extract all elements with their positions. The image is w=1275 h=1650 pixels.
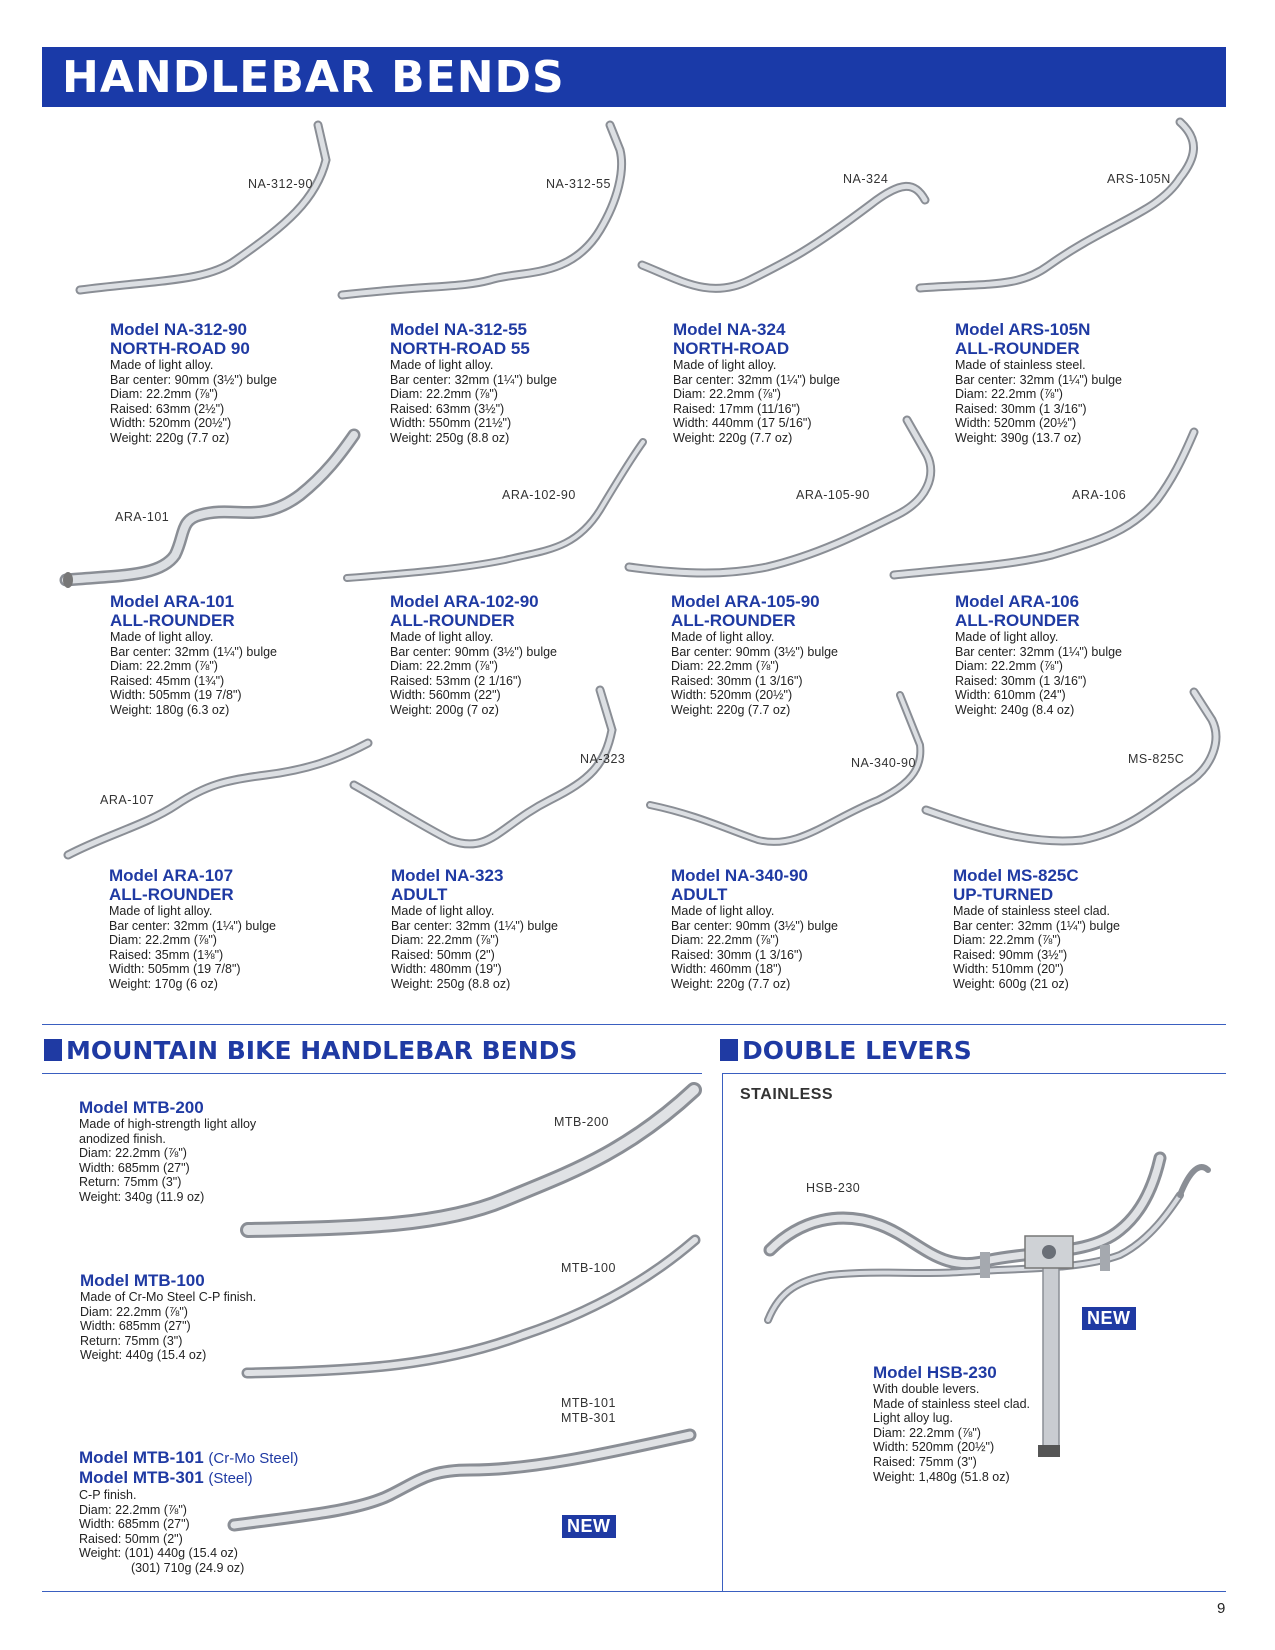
handlebar-image-mtb-200 <box>244 1085 704 1245</box>
product-tag: NA-324 <box>843 172 889 186</box>
spec-line: Raised: 50mm (2") <box>391 947 495 962</box>
spec-line: Diam: 22.2mm (⅞") <box>79 1146 187 1161</box>
spec-line: Raised: 30mm (1 3/16") <box>955 401 1087 416</box>
handlebar-image-na-312-90 <box>76 120 356 300</box>
spec-line: Weight: 250g (8.8 oz) <box>391 976 511 991</box>
spec-line: Width: 685mm (27") <box>79 1160 190 1175</box>
model-name: ADULT <box>391 885 448 904</box>
spec-line: Made of stainless steel clad. <box>873 1396 1031 1411</box>
spec-line: Made of light alloy. <box>673 358 777 372</box>
spec-line: Bar center: 90mm (3½") bulge <box>390 644 558 659</box>
spec-list <box>79 1117 256 1205</box>
spec-line: Raised: 50mm (2") <box>79 1531 183 1546</box>
product-card-ara-107 <box>109 866 276 992</box>
section-marker <box>44 1039 62 1061</box>
spec-line: Raised: 45mm (1¾") <box>110 673 225 688</box>
spec-line: Weight: 180g (6.3 oz) <box>110 702 230 717</box>
mtb-title-rule <box>42 1073 702 1074</box>
spec-line: Diam: 22.2mm (⅞") <box>390 387 498 402</box>
product-card-hsb-230 <box>873 1363 1030 1484</box>
spec-line: Diam: 22.2mm (⅞") <box>80 1304 188 1319</box>
product-tag: ARA-102-90 <box>502 488 576 502</box>
model-name: NORTH-ROAD 55 <box>390 339 530 358</box>
spec-line: Raised: 30mm (1 3/16") <box>955 673 1087 688</box>
spec-list <box>80 1290 256 1363</box>
spec-list <box>79 1488 298 1576</box>
spec-line: Width: 560mm (22") <box>390 688 501 703</box>
spec-line: Made of light alloy. <box>390 630 494 644</box>
spec-line: Bar center: 32mm (1¼") bulge <box>109 918 277 933</box>
model-number: Model ARA-106 <box>955 592 1080 611</box>
spec-line: Bar center: 32mm (1¼") bulge <box>953 918 1121 933</box>
model-name: ADULT <box>671 885 728 904</box>
product-card-mtb-200 <box>79 1098 256 1205</box>
product-tag: MTB-301 <box>561 1411 616 1425</box>
handlebar-image-mtb-100 <box>243 1235 703 1385</box>
mtb-section-title-text: MOUNTAIN BIKE HANDLEBAR BENDS <box>66 1036 578 1065</box>
spec-line: Raised: 75mm (3") <box>873 1454 977 1469</box>
material-note: (Steel) <box>208 1470 253 1487</box>
handlebar-image-na-324 <box>640 160 940 300</box>
spec-line: Width: 550mm (21½") <box>390 416 512 431</box>
product-card-mtb-100 <box>80 1271 256 1363</box>
product-tag: ARA-105-90 <box>796 488 870 502</box>
spec-line: Weight: 220g (7.7 oz) <box>671 976 791 991</box>
spec-list <box>109 904 276 992</box>
model-number: Model NA-312-55 <box>390 320 527 339</box>
spec-line: Made of light alloy. <box>110 358 214 372</box>
spec-line: Raised: 63mm (3½") <box>390 401 505 416</box>
handlebar-image-ara-101 <box>60 425 360 595</box>
page-number: 9 <box>1217 1600 1226 1617</box>
spec-line: Width: 610mm (24") <box>955 688 1066 703</box>
spec-line: Diam: 22.2mm (⅞") <box>110 387 218 402</box>
spec-line: Width: 520mm (20½") <box>955 416 1077 431</box>
model-number: Model NA-324 <box>673 320 786 339</box>
spec-line: Raised: 30mm (1 3/16") <box>671 673 803 688</box>
spec-line: Width: 440mm (17 5/16") <box>673 416 812 431</box>
spec-line: Weight: 600g (21 oz) <box>953 976 1069 991</box>
spec-line: Raised: 30mm (1 3/16") <box>671 947 803 962</box>
product-tag: NA-312-55 <box>546 177 611 191</box>
spec-line: Bar center: 90mm (3½") bulge <box>671 918 839 933</box>
product-card-na-323 <box>391 866 558 992</box>
product-tag: ARA-106 <box>1072 488 1127 502</box>
spec-line: Weight: 250g (8.8 oz) <box>390 430 510 445</box>
spec-line: Made of light alloy. <box>110 630 214 644</box>
model-number: Model MTB-100 <box>80 1271 205 1290</box>
column-divider <box>722 1073 723 1591</box>
spec-line: Weight: 440g (15.4 oz) <box>80 1348 207 1363</box>
spec-line: Made of high-strength light alloy <box>79 1117 257 1131</box>
spec-line: Raised: 90mm (3½") <box>953 947 1068 962</box>
model-name: ALL-ROUNDER <box>110 611 235 630</box>
product-tag: NA-312-90 <box>248 177 313 191</box>
model-number: Model ARA-107 <box>109 866 234 885</box>
model-number: Model ARA-105-90 <box>671 592 820 611</box>
spec-list <box>953 904 1120 992</box>
spec-line: (301) 710g (24.9 oz) <box>131 1560 245 1575</box>
product-tag: MS-825C <box>1128 752 1185 766</box>
product-tag: MTB-100 <box>561 1261 616 1275</box>
spec-line: Diam: 22.2mm (⅞") <box>955 387 1063 402</box>
spec-line: Made of light alloy. <box>671 630 775 644</box>
spec-line: Diam: 22.2mm (⅞") <box>390 659 498 674</box>
model-number: Model ARA-102-90 <box>390 592 539 611</box>
handlebar-image-ars-105n <box>918 118 1218 298</box>
spec-line: Width: 505mm (19 7/8") <box>109 962 241 977</box>
spec-line: Bar center: 90mm (3½") bulge <box>110 372 278 387</box>
model-name: ALL-ROUNDER <box>109 885 234 904</box>
spec-line: Bar center: 32mm (1¼") bulge <box>110 644 278 659</box>
spec-line: Diam: 22.2mm (⅞") <box>873 1425 981 1440</box>
handlebar-image-ara-106 <box>892 430 1202 590</box>
spec-line: Raised: 53mm (2 1/16") <box>390 673 522 688</box>
levers-title-rule <box>722 1073 1226 1074</box>
spec-line: Diam: 22.2mm (⅞") <box>673 387 781 402</box>
mtb-section-title <box>44 1036 577 1065</box>
spec-line: Weight: 240g (8.4 oz) <box>955 702 1075 717</box>
handlebar-image-na-340-90 <box>648 690 948 855</box>
footer-rule <box>42 1591 1226 1592</box>
product-card-ms-825c <box>953 866 1120 992</box>
spec-line: Made of light alloy. <box>671 904 775 918</box>
spec-line: Made of stainless steel clad. <box>953 904 1111 918</box>
spec-list <box>391 904 558 992</box>
model-number-line <box>79 1468 298 1488</box>
spec-line: Made of light alloy. <box>955 630 1059 644</box>
spec-line: Diam: 22.2mm (⅞") <box>110 659 218 674</box>
spec-line: Width: 480mm (19") <box>391 962 502 977</box>
product-card-ars-105n <box>955 320 1122 446</box>
spec-list <box>873 1382 1030 1484</box>
product-tag: ARA-101 <box>115 510 170 524</box>
handlebar-image-na-323 <box>350 685 650 850</box>
handlebar-image-ara-102-90 <box>345 440 645 590</box>
spec-line: Diam: 22.2mm (⅞") <box>955 659 1063 674</box>
new-badge: NEW <box>1082 1307 1136 1330</box>
handlebar-image-mtb-101 <box>230 1430 700 1535</box>
spec-line: Width: 520mm (20½") <box>110 416 232 431</box>
product-card-na-340-90 <box>671 866 838 992</box>
section-divider <box>42 1024 1226 1025</box>
spec-line: Weight: 220g (7.7 oz) <box>671 702 791 717</box>
spec-line: C-P finish. <box>79 1488 137 1502</box>
spec-line: Width: 685mm (27") <box>80 1319 191 1334</box>
spec-line: Made of Cr-Mo Steel C-P finish. <box>80 1290 257 1304</box>
spec-line: Made of stainless steel. <box>955 358 1086 372</box>
product-card-ara-101 <box>110 592 277 718</box>
spec-line: Raised: 17mm (11/16") <box>673 401 801 416</box>
spec-line: Return: 75mm (3") <box>79 1175 182 1190</box>
spec-line: Raised: 35mm (1⅜") <box>109 947 224 962</box>
page-title: HANDLEBAR BENDS <box>62 52 565 103</box>
model-number: Model NA-312-90 <box>110 320 247 339</box>
spec-line: Diam: 22.2mm (⅞") <box>671 659 779 674</box>
spec-line: Made of light alloy. <box>390 358 494 372</box>
spec-list <box>390 358 557 446</box>
model-number: Model MTB-301 <box>79 1468 204 1487</box>
spec-line: Width: 520mm (20½") <box>671 688 793 703</box>
model-name: NORTH-ROAD <box>673 339 790 358</box>
spec-line: Weight: (101) 440g (15.4 oz) <box>79 1546 238 1561</box>
spec-line: Width: 685mm (27") <box>79 1517 190 1532</box>
handlebar-image-ms-825c <box>922 690 1232 855</box>
model-name: NORTH-ROAD 90 <box>110 339 250 358</box>
product-tag: NA-340-90 <box>851 756 916 770</box>
spec-line: Raised: 63mm (2½") <box>110 401 225 416</box>
spec-line: Diam: 22.2mm (⅞") <box>671 933 779 948</box>
product-tag: ARA-107 <box>100 793 155 807</box>
spec-line: Bar center: 32mm (1¼") bulge <box>391 918 559 933</box>
model-number: Model ARA-101 <box>110 592 235 611</box>
product-tag: HSB-230 <box>806 1181 861 1195</box>
spec-line: Bar center: 32mm (1¼") bulge <box>955 644 1123 659</box>
model-number: Model MTB-200 <box>79 1098 204 1117</box>
model-name: ALL-ROUNDER <box>955 339 1080 358</box>
product-tag: MTB-200 <box>554 1115 609 1129</box>
spec-line: Weight: 390g (13.7 oz) <box>955 430 1082 445</box>
spec-line: Bar center: 32mm (1¼") bulge <box>955 372 1123 387</box>
model-name: UP-TURNED <box>953 885 1054 904</box>
spec-line: Weight: 340g (11.9 oz) <box>79 1189 205 1204</box>
spec-line: Diam: 22.2mm (⅞") <box>109 933 217 948</box>
spec-line: Diam: 22.2mm (⅞") <box>953 933 1061 948</box>
product-tag: ARS-105N <box>1107 172 1171 186</box>
spec-line: With double levers. <box>873 1382 980 1396</box>
spec-line: Bar center: 32mm (1¼") bulge <box>673 372 841 387</box>
model-number: Model HSB-230 <box>873 1363 997 1382</box>
spec-line: anodized finish. <box>79 1131 166 1146</box>
product-card-mtb-101-301 <box>79 1448 298 1576</box>
spec-line: Return: 75mm (3") <box>80 1333 183 1348</box>
spec-line: Weight: 1,480g (51.8 oz) <box>873 1469 1010 1484</box>
model-name: ALL-ROUNDER <box>955 611 1080 630</box>
section-marker <box>720 1039 738 1061</box>
spec-line: Width: 520mm (20½") <box>873 1440 995 1455</box>
product-tag: MTB-101 <box>561 1396 616 1410</box>
spec-line: Light alloy lug. <box>873 1411 953 1426</box>
material-note: (Cr-Mo Steel) <box>208 1450 299 1467</box>
product-tag: NA-323 <box>580 752 626 766</box>
model-number: Model NA-340-90 <box>671 866 808 885</box>
model-name: ALL-ROUNDER <box>390 611 515 630</box>
spec-line: Width: 505mm (19 7/8") <box>110 688 242 703</box>
spec-line: Weight: 170g (6 oz) <box>109 976 218 991</box>
spec-line: Width: 460mm (18") <box>671 962 782 977</box>
handlebar-image-na-312-55 <box>340 120 640 310</box>
model-number: Model MTB-101 <box>79 1448 204 1467</box>
spec-line: Diam: 22.2mm (⅞") <box>79 1502 187 1517</box>
spec-line: Bar center: 90mm (3½") bulge <box>671 644 839 659</box>
spec-line: Width: 510mm (20") <box>953 962 1064 977</box>
model-number: Model ARS-105N <box>955 320 1091 339</box>
levers-section-title-text: DOUBLE LEVERS <box>742 1036 972 1065</box>
model-number: Model MS-825C <box>953 866 1079 885</box>
spec-line: Weight: 220g (7.7 oz) <box>673 430 793 445</box>
model-name: ALL-ROUNDER <box>671 611 796 630</box>
spec-line: Made of light alloy. <box>391 904 495 918</box>
spec-line: Bar center: 32mm (1¼") bulge <box>390 372 558 387</box>
spec-line: Diam: 22.2mm (⅞") <box>391 933 499 948</box>
spec-line: Made of light alloy. <box>109 904 213 918</box>
levers-subtitle: STAINLESS <box>740 1086 834 1103</box>
model-number: Model NA-323 <box>391 866 504 885</box>
levers-section-title <box>720 1036 972 1065</box>
spec-line: Weight: 200g (7 oz) <box>390 702 499 717</box>
spec-list <box>671 904 838 992</box>
new-badge: NEW <box>562 1515 616 1538</box>
model-number-line <box>79 1448 298 1468</box>
spec-line: Weight: 220g (7.7 oz) <box>110 430 230 445</box>
product-card-na-312-55 <box>390 320 557 446</box>
spec-list <box>110 630 277 718</box>
